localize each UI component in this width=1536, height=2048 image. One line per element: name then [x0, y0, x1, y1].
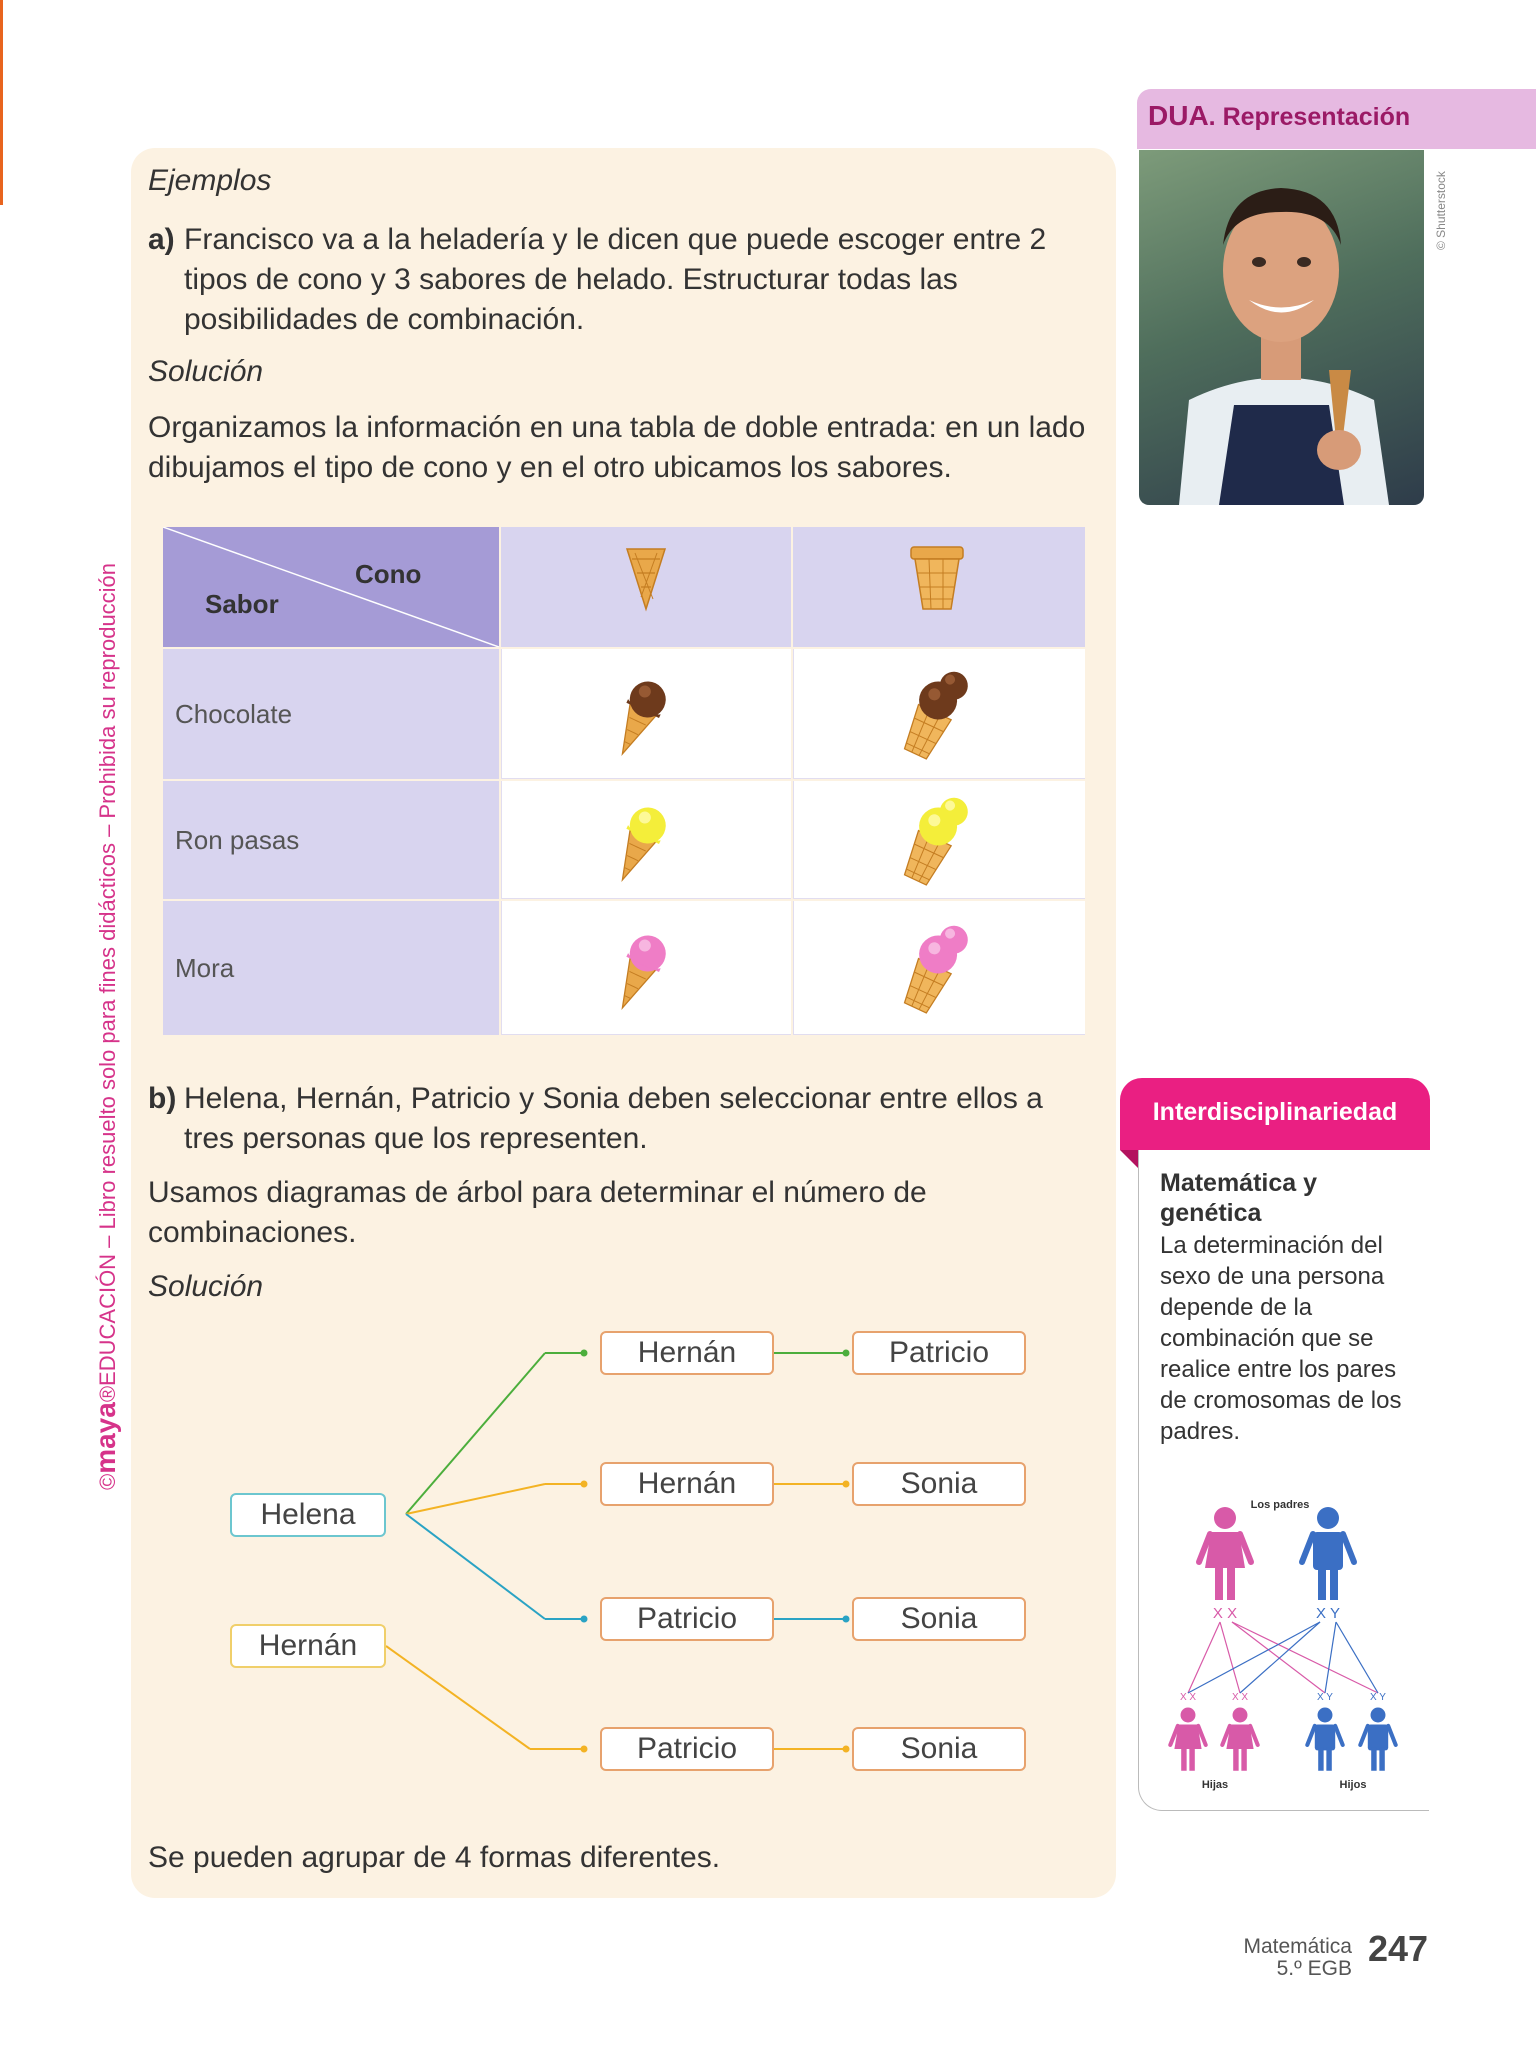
inheritance-lines [1188, 1622, 1378, 1693]
table-corner-cell [163, 527, 499, 647]
solution-b-heading: Solución [148, 1270, 264, 1303]
flavor-label: Ron pasas [163, 781, 499, 899]
example-b-text: Helena, Hernán, Patricio y Sonia deben seleccionar entre ellos a tres personas que los representen. [184, 1082, 1043, 1155]
tree-level1-node: Hernán [600, 1462, 774, 1506]
parents-label: Los padres [1250, 1499, 1310, 1511]
flavor-label: Chocolate [163, 649, 499, 779]
child-chromosomes: X X [1231, 1692, 1249, 1703]
tree-level1-node: Patricio [600, 1597, 774, 1641]
example-a [148, 220, 1098, 340]
page-number: 247 [1368, 1928, 1429, 1969]
ice-cream-sharp-cone-icon [502, 781, 792, 899]
conclusion-text: Se pueden agrupar de 4 formas diferentes. [148, 1841, 721, 1874]
ice-cream-cell [501, 901, 791, 1035]
sons-label: Hijos [1339, 1779, 1367, 1791]
examples-heading: Ejemplos [148, 164, 272, 197]
child-chromosomes: X X [1179, 1692, 1197, 1703]
ice-cream-sharp-cone-icon [502, 649, 792, 779]
header-fold [1120, 1150, 1138, 1168]
ice-cream-cell [793, 901, 1085, 1035]
header-cone-1 [501, 527, 791, 647]
ice-cream-cell [793, 649, 1085, 779]
tree-level2-node: Sonia [852, 1597, 1026, 1641]
dua-title: DUA. Representación [1148, 100, 1411, 131]
ice-cream-cell [501, 649, 791, 779]
tree-root-helena: Helena [230, 1493, 386, 1537]
example-a-letter: a) [148, 223, 175, 256]
flavor-label: Mora [163, 901, 499, 1035]
tree-level2-node: Patricio [852, 1331, 1026, 1375]
genetics-diagram [1160, 1490, 1420, 1800]
cup-cone-icon [793, 527, 1085, 647]
brand-logo: maya [90, 1402, 121, 1474]
header-cone-2 [793, 527, 1085, 647]
side-copyright-text: ©maya®EDUCACIÓN – Libro resuelto solo para fines didácticos – Prohibida su reproducción [90, 562, 121, 1490]
footer-subject [1195, 1936, 1352, 1980]
ice-cream-cup-cone-icon [794, 781, 1086, 899]
tree-root-hernan: Hernán [230, 1624, 386, 1668]
child-chromosomes: X Y [1317, 1692, 1333, 1703]
tree-level1-node: Patricio [600, 1727, 774, 1771]
father-chromosomes: X Y [1316, 1605, 1340, 1622]
daughters-label: Hijas [1201, 1779, 1229, 1791]
corner-top-label: Cono [355, 559, 422, 589]
combination-table [163, 527, 1085, 1035]
footer-subject-name: Matemática [1243, 1935, 1352, 1958]
example-b [148, 1079, 1098, 1159]
photo-credit: © Shutterstock [1434, 171, 1448, 250]
child-chromosomes: X Y [1370, 1692, 1386, 1703]
tree-level1-node: Hernán [600, 1331, 774, 1375]
solution-a-text: Organizamos la información en una tabla de doble entrada: en un lado dibujamos el tipo de cono y en el otro ubicamos los sabores. [148, 411, 1086, 484]
corner-diagonal [163, 527, 499, 647]
tree-level2-node: Sonia [852, 1727, 1026, 1771]
edge-accent-bar [0, 0, 3, 205]
corner-bottom-label: Sabor [205, 589, 279, 619]
ice-cream-vendor-photo [1139, 150, 1424, 505]
footer-grade: 5.º EGB [1276, 1957, 1352, 1980]
example-b-letter: b) [148, 1082, 177, 1115]
sharp-cone-icon [501, 527, 791, 647]
ice-cream-sharp-cone-icon [502, 901, 792, 1035]
mother-chromosomes: X X [1212, 1605, 1238, 1622]
children-figures [1170, 1692, 1395, 1771]
example-a-text: Francisco va a la heladería y le dicen que puede escoger entre 2 tipos de cono y 3 sabores de helado. Estructurar todas las posibilidades de combinación. [184, 223, 1047, 336]
interdisciplinary-title: Interdisciplinariedad [1152, 1098, 1398, 1126]
vendor-illustration [1139, 150, 1424, 505]
ice-cream-cell [501, 781, 791, 899]
example-b-intro: Usamos diagramas de árbol para determinar el número de combinaciones. [148, 1176, 927, 1249]
interdisciplinary-subtitle: Matemática y genética [1160, 1169, 1318, 1227]
ice-cream-cell [793, 781, 1085, 899]
ice-cream-cup-cone-icon [794, 901, 1086, 1035]
ice-cream-cup-cone-icon [794, 649, 1086, 779]
solution-a-heading: Solución [148, 355, 264, 388]
interdisciplinary-body: La determinación del sexo de una persona depende de la combinación que se realice entre los pares de cromosomas de los padres. [1160, 1232, 1402, 1445]
tree-level2-node: Sonia [852, 1462, 1026, 1506]
father-figure-icon [1302, 1507, 1354, 1600]
mother-figure-icon [1199, 1507, 1251, 1600]
